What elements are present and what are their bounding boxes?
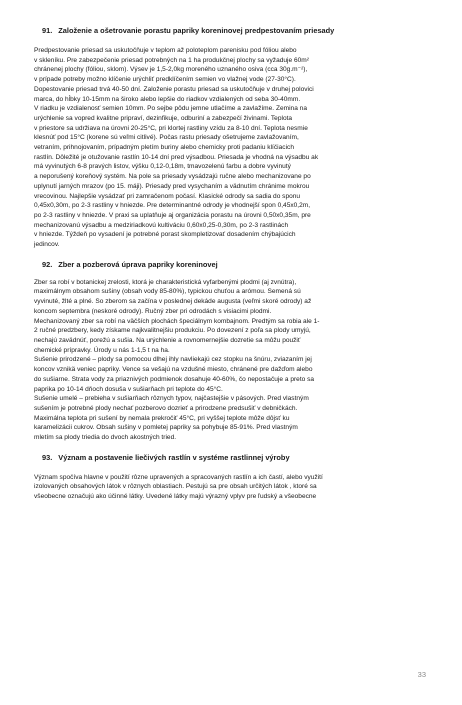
text-line: a neporušený koreňový systém. Na pole sa priesady vysádzajú ručne alebo mechanizovane po	[34, 173, 311, 181]
text-line: Zber sa robí v botanickej zrelosti, ktorá je charakteristická vyfarbenými plodmi (aj zvnútra),	[34, 278, 297, 286]
text-line: 0,45x0,30m, po 2-3 rastliny v hniezde. Pre determinantné odrody je vhodnejší spon 0,45x0,2m,	[34, 202, 311, 210]
text-line: marca, do hĺbky 10-15mm na široko alebo lepšie do riadkov vzdialených od seba 30-40mm.	[34, 95, 301, 103]
text-line: Dopestovanie priesad trvá 40-50 dní. Založenie porastu priesad sa uskutočňuje v druhej polovici	[34, 85, 314, 93]
text-line: do sušiarne. Strata vody za priaznivých podmienok dosahuje 40-60%, čo nepostačuje a preto sa	[34, 375, 315, 383]
text-line: koncov vznikä veniec papriky. Vence sa vešajú na vzdušné miesto, chránené pre dažďom alebo	[34, 366, 313, 374]
text-line: izolovaných obsahových látok v rôznych oblastiach. Pestujú sa pre obsah určitých látok , ktoré sa	[34, 483, 317, 491]
text-line: V riadku je vzdialenosť semien 10mm. Po sejbe pôdu jemne utlačíme a zavlažíme. Zemina na	[34, 105, 307, 113]
text-line: vetraním, prihnojovaním, prípadným pletím buriny alebo chemicky proti padaniu klíčiacich	[34, 144, 294, 152]
text-line: urýchlenie sa vopred kvalitne pripraví, dezinfikuje, odburiní a zabezpečí živinami. Teplota	[34, 114, 293, 122]
section-number: 91.	[42, 26, 53, 35]
text-line: po 2-3 rastliny v hniezde. V praxi sa uplatňuje aj organizácia porastu na úrovni 0,50x0,35m, pre	[34, 211, 311, 219]
text-line: Mechanizovaný zber sa robí na väčších plochách špeciálnym kombajnom. Predtým sa robia ale 1-	[34, 317, 320, 325]
text-line: mechanizovanú výsadbu a medziriadkovú kultiváciu 0,60x0,25-0,30m, po 2-3 rastlinách	[34, 221, 289, 229]
section-body	[34, 278, 428, 443]
text-line: rastlín. Dôležité je otužovanie rastlín 10-14 dní pred výsadbou. Priesada je vhodná na výsadbu ak	[34, 153, 319, 161]
text-line: Maximálna teplota pri sušení by nemala prekročiť 45°C, pri vyššej teplote môže dôjsť ku	[34, 414, 290, 422]
text-line: Sušenie umelé – prebieha v sušiarňach rôznych typov, najčastejšie v pásových. Pred vlastným	[34, 395, 309, 403]
text-line: všeobecne označujú ako účinné látky. Uvedené látky majú výrazný vplyv pre ľudský a všeobecne	[34, 493, 317, 501]
section-number: 93.	[42, 452, 53, 462]
text-line: klesnúť pod 15°C (korene sú veľmi citlivé). Počas rastu priesady ošetrujeme zavlažovaním,	[34, 134, 299, 142]
text-line: vrecovinou. Najlepšie vysádzať pri zamračenom počasí. Klasické odrody sa sadia do sponu	[34, 192, 301, 200]
section-title: Význam a postavenie liečivých rastlín v systéme rastlinnej výroby	[58, 452, 290, 462]
text-line: chránenej plochy (fóliou, sklom). Výsev je 1,5-2,0kg moreného uznaného osiva (cca 30g.m⁻²),	[34, 66, 308, 74]
section-title: Založenie a ošetrovanie porastu papriky koreninovej predpestovaním priesady	[58, 26, 335, 35]
section-heading	[34, 260, 428, 270]
page-number: 33	[417, 670, 426, 679]
section-body	[34, 46, 428, 250]
text-line: v hniezde. Týždeň po vysadení je potrebné porast skompletizovať dosadením chýbajúcich	[34, 231, 296, 239]
text-line: karamelizácii cukrov. Obsah sušiny v pomletej papriky sa pohybuje 85-91%. Pred vlastným	[34, 424, 298, 432]
text-line: nechajú zavädnúť, porežú a sušia. Na urýchlenie a rovnomernejšie dozretie sa môžu použiť	[34, 336, 301, 344]
section-title: Zber a pozberová úprava papriky koreninovej	[58, 259, 218, 269]
text-line: jedincov.	[34, 241, 60, 249]
section-number: 92.	[42, 259, 53, 269]
text-line: uplynutí jarných mrazov (po 15. máji). Priesady pred vysychaním a vädnutím chránime mokrou	[34, 182, 310, 190]
text-line: chemické prípravky. Úrody u nás 1-1,5 t na ha.	[34, 346, 170, 354]
section-heading	[34, 26, 428, 36]
text-line: paprika po 10-14 dňoch dosuša v sušiarňach pri teplote do 45°C.	[34, 385, 223, 393]
text-line: v prípade potreby možno klíčenie urýchliť predklíčením semien vo vlažnej vode (27-30°C).	[34, 76, 296, 84]
text-line: v priestore sa udržiava na úrovni 20-25°C, pri klortej rastliny vzídu za 8-10 dní. Teplota nesmie	[34, 124, 308, 132]
text-line: vyvinuté, žlté a plné. So zberom sa začína v poslednej dekáde augusta (veľmi skoré odrody) až	[34, 298, 312, 306]
text-line: Predpestovanie priesad sa uskutočňuje v teplom až poloteplom parenisku pod fóliou alebo	[34, 47, 297, 54]
text-line: v skleníku. Pre zabezpečenie priesad potrebných na 1 ha produkčnej plochy sa vyžaduje 60m²	[34, 56, 309, 64]
text-line: koncom septembra (neskoré odrody). Ručný zber pri odrodách s visiacimi plodmi.	[34, 307, 272, 315]
section-heading	[34, 453, 428, 463]
text-line: mletím sa plody triedia do dvoch akostných tried.	[34, 434, 177, 442]
section-body	[34, 473, 428, 502]
text-line: 2 ručné predzbery, kedy získame najkvalitnejšiu produkciu. Po dovezení z poľa sa plody umyjú,	[34, 327, 311, 335]
text-line: má vyvinutých 6-8 pravých listov, výšku 0,12-0,18m, tmavozelenú farbu a dobre vyvinutý	[34, 163, 291, 171]
text-line: Sušenie prirodzené – plody sa pomocou dlhej ihly navliekajú cez stopku na šnúru, zviazaním jej	[34, 356, 312, 364]
text-line: sušením je potrebné plody nechať pozberovo dozrieť a prirodzene predsušiť v debničkách.	[34, 404, 298, 412]
text-line: Význam spočíva hlavne v použití rôzne upravených a spracovaných rastlín a ich častí, alebo využití	[34, 473, 323, 481]
text-line: maximálnym obsahom sušiny (obsah vody 85-80%), typickou chuťou a arómou. Semená sú	[34, 288, 301, 296]
